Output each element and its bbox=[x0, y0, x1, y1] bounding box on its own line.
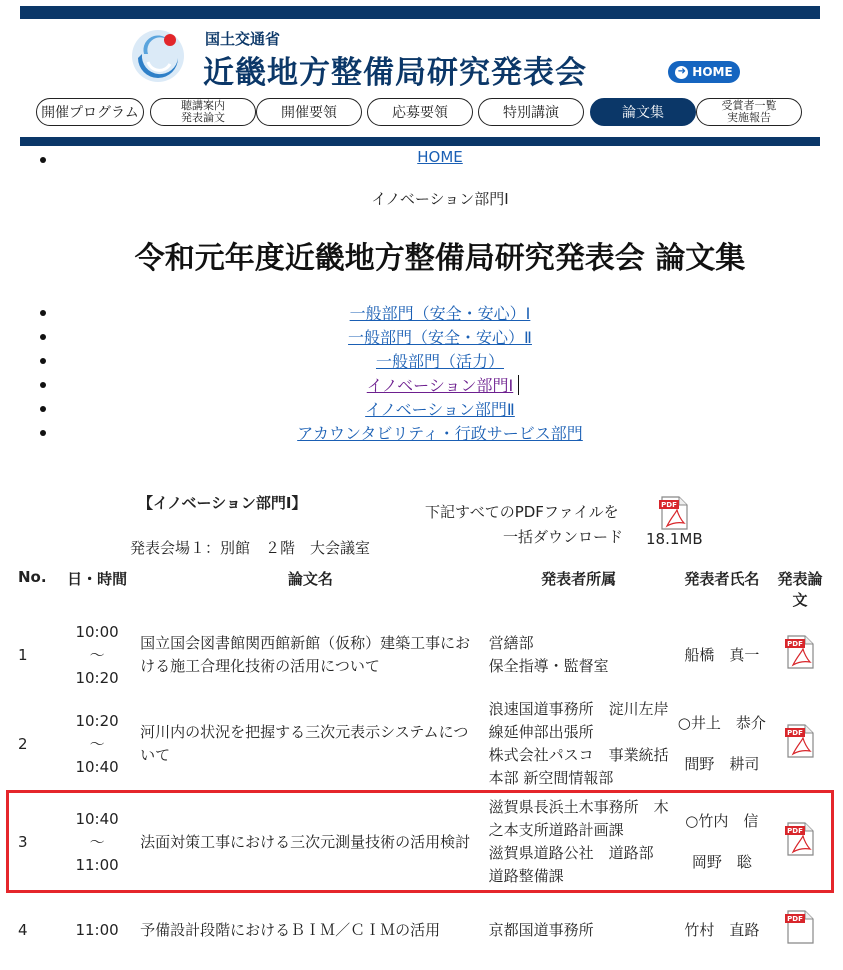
pdf-cell bbox=[771, 890, 829, 970]
svg-text:PDF: PDF bbox=[787, 914, 803, 923]
time-start: 11:00 bbox=[75, 920, 119, 939]
home-button[interactable] bbox=[668, 61, 740, 83]
author-name: 岡野 聡 bbox=[691, 853, 752, 871]
affiliation-line: 京都国道事務所 bbox=[488, 920, 594, 939]
paper-title: 河川内の状況を把握する三次元表示システムについて bbox=[140, 723, 469, 764]
category-link-accountability[interactable]: アカウンタビリティ・行政サービス部門 bbox=[297, 424, 583, 443]
text-cursor bbox=[518, 375, 519, 395]
header-top-bar bbox=[20, 6, 820, 19]
affiliation-line: 滋賀県長浜土木事務所 木之本支所道路計画課 bbox=[488, 798, 669, 839]
row-no: 3 bbox=[18, 832, 28, 851]
affiliation-line: 滋賀県道路公社 道路部 道路整備課 bbox=[488, 844, 654, 885]
tab-application[interactable]: 応募要領 bbox=[367, 98, 473, 126]
col-header-pdf: 発表論文 bbox=[777, 570, 823, 609]
pdf-icon[interactable] bbox=[785, 635, 815, 669]
site-title[interactable]: 近畿地方整備局研究発表会 bbox=[203, 55, 587, 91]
ministry-logo-icon bbox=[130, 24, 186, 88]
col-header-no: No. bbox=[18, 568, 47, 586]
affiliation bbox=[485, 694, 673, 794]
tab-program[interactable]: 開催プログラム bbox=[36, 98, 144, 126]
time-tilde: ～ bbox=[89, 832, 105, 851]
row-no: 2 bbox=[18, 734, 28, 753]
category-link-innovation-2[interactable]: イノベーション部門Ⅱ bbox=[365, 400, 515, 419]
author bbox=[673, 890, 771, 970]
svg-text:PDF: PDF bbox=[787, 639, 803, 648]
ministry-name: 国土交通省 bbox=[205, 30, 281, 48]
table-row bbox=[14, 890, 829, 970]
page-title: 令和元年度近畿地方整備局研究発表会 論文集 bbox=[134, 241, 746, 276]
author-name: 竹村 直路 bbox=[684, 920, 760, 939]
time-end: 10:20 bbox=[75, 668, 119, 687]
bullet bbox=[40, 334, 46, 340]
tab-awards[interactable]: 受賞者一覧 実施報告 bbox=[696, 98, 802, 126]
paper-title: 国立国会図書館関西館新館（仮称）建築工事における施工合理化技術の活用について bbox=[140, 634, 471, 675]
affiliation bbox=[485, 794, 673, 890]
download-size: 18.1MB bbox=[646, 530, 703, 548]
row-no: 4 bbox=[18, 920, 28, 939]
affiliation-line: 保全指導・監督室 bbox=[488, 657, 609, 675]
bullet bbox=[40, 358, 46, 364]
pdf-download-all-icon[interactable] bbox=[659, 496, 689, 530]
category-link-innovation-1[interactable]: イノベーション部門Ⅰ bbox=[366, 376, 514, 395]
row-time bbox=[58, 890, 136, 970]
bullet bbox=[40, 310, 46, 316]
time-start: 10:00 bbox=[75, 622, 119, 641]
row-time bbox=[58, 694, 136, 794]
pdf-cell bbox=[771, 616, 829, 694]
affiliation-line: 浪速国道事務所 淀川左岸線延伸部出張所 bbox=[488, 700, 669, 741]
col-header-affiliation: 発表者所属 bbox=[541, 570, 617, 588]
download-text-line1: 下記すべてのPDFファイルを bbox=[425, 503, 619, 521]
time-start: 10:20 bbox=[75, 711, 119, 730]
pdf-icon-text: PDF bbox=[661, 501, 677, 509]
arrow-right-icon: ➜ bbox=[675, 66, 688, 79]
row-time bbox=[58, 794, 136, 890]
section-label: イノベーション部門Ⅰ bbox=[371, 190, 509, 208]
svg-text:PDF: PDF bbox=[787, 728, 803, 737]
author bbox=[673, 794, 771, 890]
home-link-row bbox=[60, 148, 820, 166]
table-row bbox=[14, 694, 829, 794]
affiliation-line: 株式会社パスコ 事業統括本部 新空間情報部 bbox=[488, 746, 669, 787]
row-time bbox=[58, 616, 136, 694]
header-bottom-bar bbox=[20, 137, 820, 146]
time-end: 11:00 bbox=[75, 855, 119, 874]
pdf-cell bbox=[771, 794, 829, 890]
home-button-label: HOME bbox=[692, 65, 733, 79]
author-name: 船橋 真一 bbox=[684, 645, 760, 664]
author-name: 間野 耕司 bbox=[684, 755, 760, 773]
papers-table bbox=[14, 566, 829, 970]
tab-papers[interactable]: 論文集 bbox=[590, 98, 696, 126]
tab-audience-guide[interactable]: 聴講案内 発表論文 bbox=[150, 98, 256, 126]
bullet bbox=[40, 430, 46, 436]
tab-special-lecture[interactable]: 特別講演 bbox=[478, 98, 584, 126]
affiliation bbox=[485, 890, 673, 970]
tab-guidelines[interactable]: 開催要領 bbox=[256, 98, 362, 126]
paper-title: 法面対策工事における三次元測量技術の活用検討 bbox=[140, 832, 471, 851]
section-heading: 【イノベーション部門Ⅰ】 bbox=[138, 494, 307, 512]
col-header-title: 論文名 bbox=[287, 570, 333, 588]
venue-text: 発表会場１：別館 ２階 大会議室 bbox=[130, 539, 371, 557]
category-link-safety-1[interactable]: 一般部門（安全・安心）Ⅰ bbox=[349, 304, 531, 323]
author-name: ○井上 恭介 bbox=[677, 714, 766, 732]
download-text-line2: 一括ダウンロード bbox=[503, 528, 624, 546]
time-tilde: ～ bbox=[89, 734, 105, 753]
table-row bbox=[14, 616, 829, 694]
table-row bbox=[14, 794, 829, 890]
col-header-time: 日・時間 bbox=[67, 570, 128, 588]
home-link[interactable]: HOME bbox=[417, 148, 463, 166]
paper-title: 予備設計段階におけるＢＩＭ／ＣＩＭの活用 bbox=[140, 920, 441, 939]
author bbox=[673, 616, 771, 694]
pdf-icon[interactable] bbox=[785, 822, 815, 856]
table-header-row bbox=[14, 566, 829, 616]
bullet bbox=[40, 157, 46, 163]
pdf-icon[interactable] bbox=[785, 724, 815, 758]
author bbox=[673, 694, 771, 794]
bullet bbox=[40, 382, 46, 388]
main-nav bbox=[36, 98, 806, 130]
time-tilde: ～ bbox=[89, 645, 105, 664]
time-end: 10:40 bbox=[75, 757, 119, 776]
affiliation bbox=[485, 616, 673, 694]
time-start: 10:40 bbox=[75, 809, 119, 828]
pdf-cell bbox=[771, 694, 829, 794]
affiliation-line: 営繕部 bbox=[488, 634, 534, 652]
author-name: ○竹内 信 bbox=[685, 812, 759, 830]
category-link-safety-2[interactable]: 一般部門（安全・安心）Ⅱ bbox=[348, 328, 532, 347]
pdf-icon[interactable] bbox=[785, 910, 815, 944]
bullet bbox=[40, 406, 46, 412]
col-header-author: 発表者氏名 bbox=[684, 570, 760, 588]
row-no: 1 bbox=[18, 645, 28, 664]
svg-text:PDF: PDF bbox=[787, 826, 803, 835]
category-link-vitality[interactable]: 一般部門（活力） bbox=[375, 352, 504, 371]
